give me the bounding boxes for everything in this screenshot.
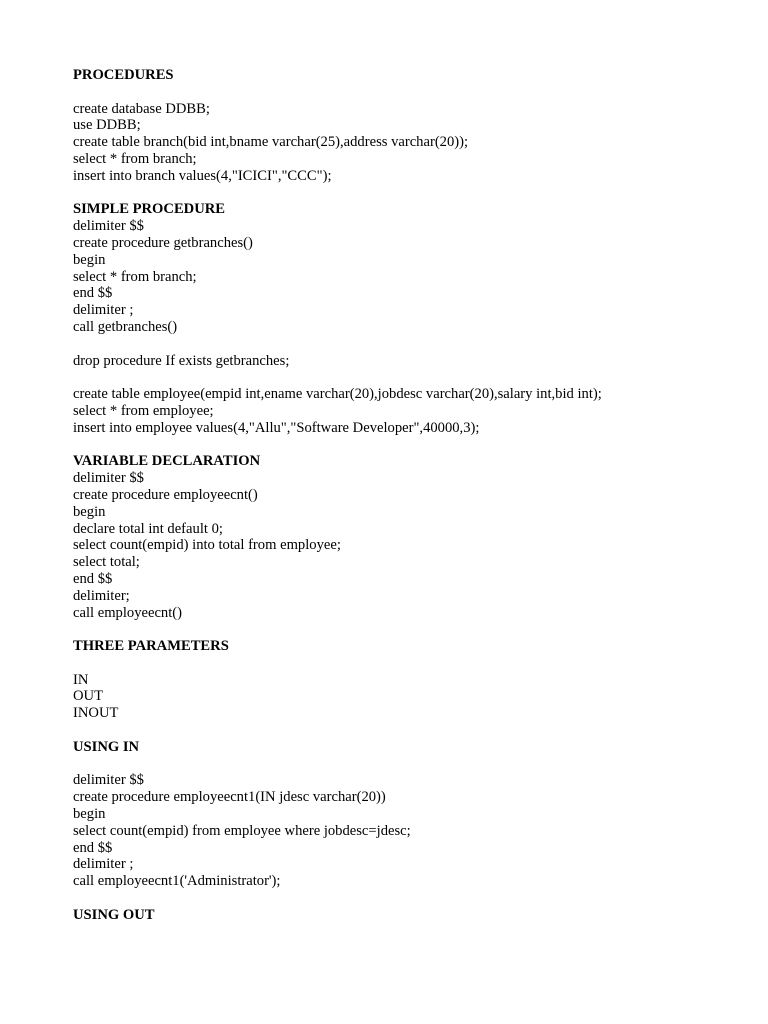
text-line: select total;: [73, 554, 140, 571]
text-line: delimiter;: [73, 587, 130, 604]
text-line: delimiter $$: [73, 218, 144, 235]
text-line: insert into employee values(4,"Allu","Software Developer",40000,3);: [73, 419, 480, 436]
blank-line: [73, 655, 753, 672]
text-line: end $$: [73, 839, 113, 856]
text-line: call employeecnt1('Administrator');: [73, 873, 281, 890]
document-page: [73, 67, 753, 924]
text-line: select * from branch;: [73, 268, 197, 285]
text-line: create procedure getbranches(): [73, 234, 253, 251]
text-line: OUT: [73, 688, 103, 705]
blank-line: [73, 722, 753, 739]
blank-line: [73, 336, 753, 353]
text-line: begin: [73, 806, 106, 823]
text-line: end $$: [73, 285, 113, 302]
blank-line: [73, 437, 753, 454]
text-line: declare total int default 0;: [73, 520, 223, 537]
text-line: delimiter $$: [73, 470, 144, 487]
blank-line: [73, 756, 753, 773]
text-line: insert into branch values(4,"ICICI","CCC");: [73, 167, 332, 184]
text-line: create table employee(empid int,ename varchar(20),jobdesc varchar(20),salary int,bid int);: [73, 386, 602, 403]
text-line: create table branch(bid int,bname varchar(25),address varchar(20));: [73, 134, 469, 151]
blank-line: [73, 621, 753, 638]
text-line: create procedure employeecnt1(IN jdesc varchar(20)): [73, 789, 386, 806]
section-heading: USING IN: [73, 738, 140, 755]
blank-line: [73, 84, 753, 101]
text-line: call employeecnt(): [73, 604, 182, 621]
section-heading: USING OUT: [73, 906, 155, 923]
text-line: select * from branch;: [73, 150, 197, 167]
text-line: select count(empid) from employee where jobdesc=jdesc;: [73, 822, 411, 839]
text-line: INOUT: [73, 705, 119, 722]
section-heading: VARIABLE DECLARATION: [73, 453, 261, 470]
text-line: delimiter $$: [73, 772, 144, 789]
blank-line: [73, 369, 753, 386]
blank-line: [73, 890, 753, 907]
blank-line: [73, 185, 753, 202]
text-line: begin: [73, 251, 106, 268]
text-line: IN: [73, 671, 89, 688]
section-heading: PROCEDURES: [73, 67, 174, 83]
text-line: begin: [73, 503, 106, 520]
text-line: end $$: [73, 570, 113, 587]
section-heading: THREE PARAMETERS: [73, 638, 229, 655]
text-line: select * from employee;: [73, 402, 214, 419]
text-line: call getbranches(): [73, 318, 178, 335]
text-line: create database DDBB;: [73, 100, 210, 117]
text-line: create procedure employeecnt(): [73, 486, 258, 503]
text-line: delimiter ;: [73, 856, 134, 873]
text-line: select count(empid) into total from employee;: [73, 537, 341, 554]
section-heading: SIMPLE PROCEDURE: [73, 201, 226, 218]
text-line: drop procedure If exists getbranches;: [73, 352, 290, 369]
text-line: use DDBB;: [73, 117, 141, 134]
text-line: delimiter ;: [73, 302, 134, 319]
